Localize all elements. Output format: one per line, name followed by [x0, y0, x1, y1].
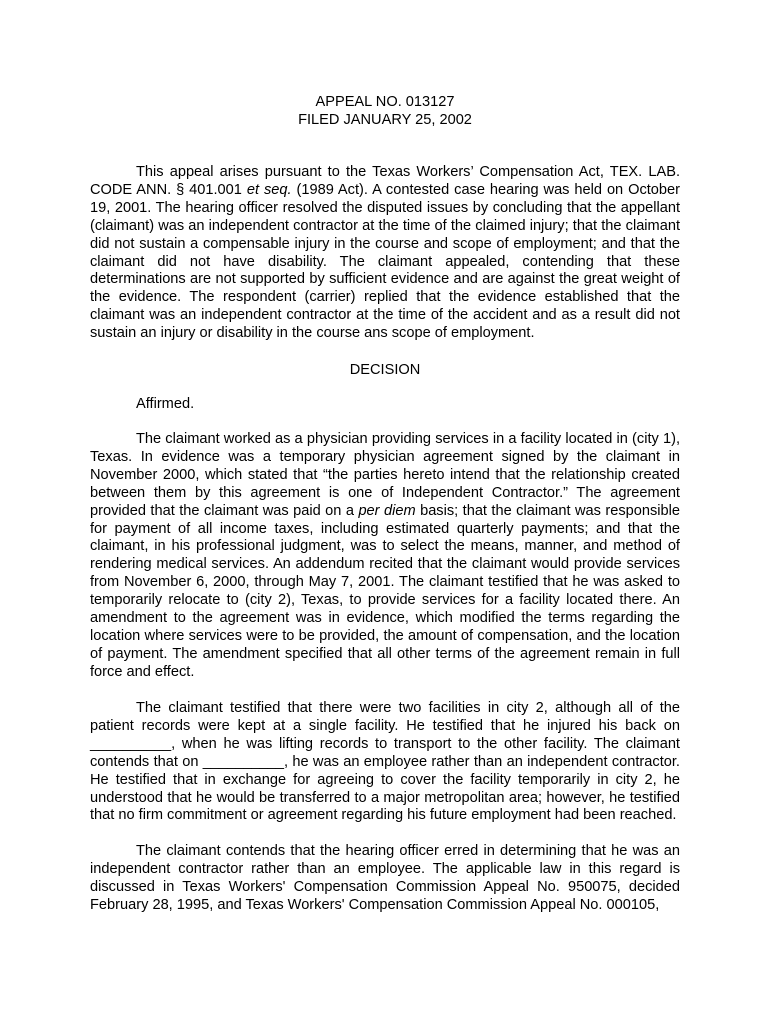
facts-text-start: The claimant worked as a physician providing services in a facility located in (city 1), Texas. In evidence was a temporary physician agreement signed by the claimant in November 2000, which stated that “the parties hereto intend that the relationship created between them by this agreement is one of Independent Contractor.” The agreement provided that the claimant was paid on a [90, 431, 680, 519]
filed-date: FILED JANUARY 25, 2002 [298, 112, 472, 128]
affirmed-paragraph: Affirmed. [136, 396, 195, 412]
intro-paragraph [90, 164, 680, 343]
facts-italic-term: per diem [358, 502, 416, 519]
intro-text-start: This appeal arises pursuant to the Texas Workers’ Compensation Act, TEX. LAB. CODE ANN. § 401.001 [90, 164, 680, 198]
facts-paragraph [90, 431, 680, 682]
contention-paragraph: The claimant contends that the hearing officer erred in determining that he was an independent contractor rather than an employee. The applicable law in this regard is discussed in Texas Workers' Compensation Commission Appeal No. 950075, decided February 28, 1995, and Texas Workers' Compensation Commission Appeal No. 000105, [90, 843, 680, 913]
appeal-number: APPEAL NO. 013127 [315, 94, 455, 110]
decision-heading: DECISION [349, 362, 421, 378]
intro-text-end: (1989 Act). A contested case hearing was held on October 19, 2001. The hearing officer resolved the disputed issues by concluding that the appellant (claimant) was an independent contractor at the time of the claimed injury; that the claimant did not sustain a compensable injury in the course and scope of employment; and that the claimant did not have disability. The claimant appealed, contending that these determinations are not supported by sufficient evidence and are against the great weight of the evidence. The respondent (carrier) replied that the evidence established that the claimant was an independent contractor at the time of the accident and as a result did not sustain an injury or disability in the course ans scope of employment. [90, 181, 681, 342]
facts-text-end: basis; that the claimant was responsible for payment of all income taxes, including estimated quarterly payments; and that the claimant, in his professional judgment, was to select the means, manner, and method of rendering medical services. An addendum recited that the claimant would provide services from November 6, 2000, through May 7, 2001. The claimant testified that he was asked to temporarily relocate to (city 2), Texas, to provide services for a facility located there. An amendment to the agreement was in evidence, which modified the terms regarding the location where services were to be provided, the amount of compensation, and the location of payment. The amendment specified that all other terms of the agreement remain in full force and effect. [90, 502, 680, 680]
testimony-paragraph: The claimant testified that there were two facilities in city 2, although all of the patient records were kept at a single facility. He testified that he injured his back on __________, when he was lifting records to transport to the other facility. The claimant contends that on __________, he was an employee rather than an independent contractor. He testified that in exchange for agreeing to cover the facility temporarily in city 2, he understood that he would be transferred to a major metropolitan area; however, he testified that no firm commitment or agreement regarding his future employment had been reached. [90, 700, 680, 824]
intro-italic-term: et seq. [246, 181, 292, 198]
